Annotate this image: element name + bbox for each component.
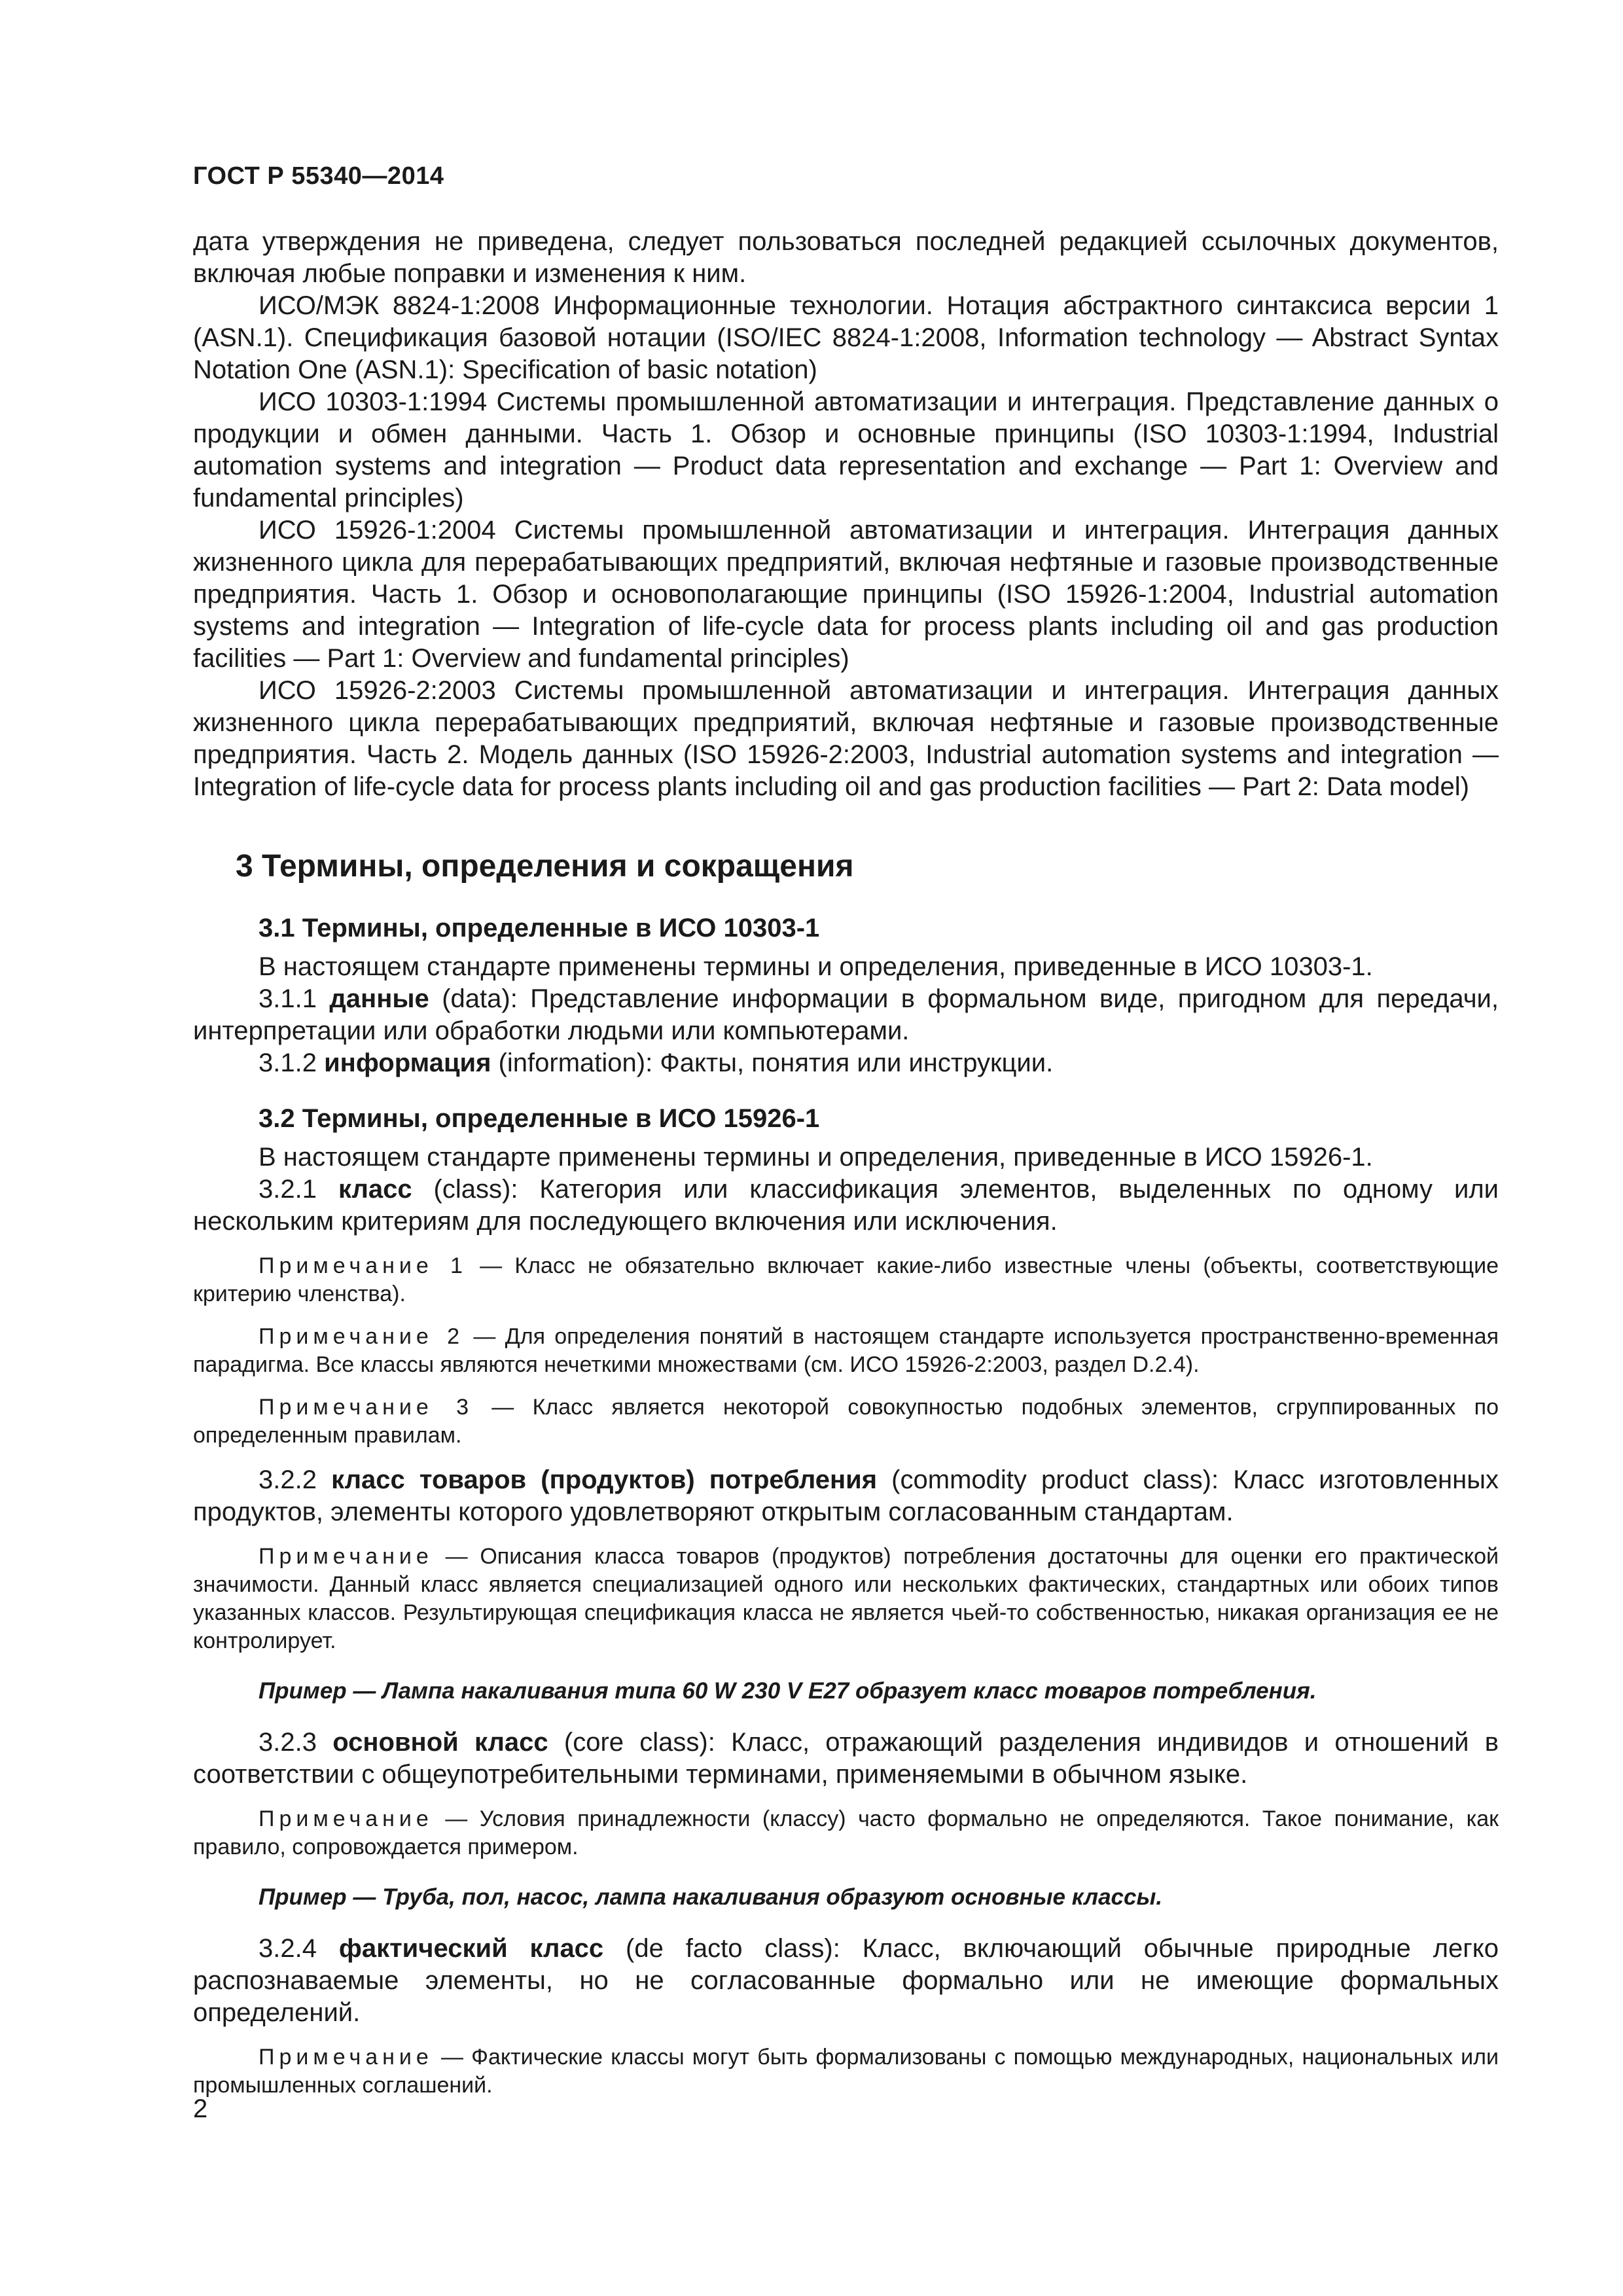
note-3-2-4 [193, 2043, 1499, 2100]
definition-3-2-3 [193, 1727, 1499, 1791]
note-label: Примечание 1 [259, 1253, 467, 1278]
subsection-3-1-heading: 3.1 Термины, определенные в ИСО 10303-1 [259, 914, 820, 942]
subsection-3-2-intro: В настоящем стандарте применены термины и определения, приведенные в ИСО 15926-1. [259, 1143, 1373, 1172]
note-3-2-1-2 [193, 1323, 1499, 1379]
note-label: Примечание 2 [259, 1324, 465, 1349]
definition-term: класс товаров (продуктов) потребления [331, 1465, 878, 1494]
note-3-2-1-1 [193, 1252, 1499, 1308]
definition-term: информация [324, 1049, 491, 1077]
page-number: 2 [193, 2094, 208, 2123]
note-label: Примечание [259, 1806, 433, 1831]
note-3-2-1-3 [193, 1393, 1499, 1450]
definition-text: (data): Представление информации в формальном виде, пригодном для передачи, интерпретации или обработки людьми или компьютерами. [193, 984, 1499, 1045]
definition-3-1-1 [193, 983, 1499, 1047]
definition-term: класс [338, 1175, 412, 1204]
section-3-heading: 3 Термины, определения и сокращения [236, 849, 854, 884]
reference-iso-15926-1: ИСО 15926-1:2004 Системы промышленной автоматизации и интеграция. Интеграция данных жизненного цикла для перерабатывающих предприятий, включая нефтяные и газовые производственные предприятия. Часть 1. Обзор и основополагающие принципы (ISO 15926-1:2004, Industrial automation systems and integration — Integration of life-cycle data for process plants including oil and gas production facilities — Part 1: Overview and fundamental principles) [193, 516, 1499, 673]
definition-3-2-2 [193, 1464, 1499, 1528]
note-3-2-3 [193, 1805, 1499, 1861]
definition-term: данные [329, 984, 429, 1013]
definition-text: (class): Категория или классификация элементов, выделенных по одному или нескольким критериям для последующего включения или исключения. [193, 1175, 1499, 1236]
note-label: Примечание [259, 1544, 433, 1569]
definition-text: (core class): Класс, отражающий разделения индивидов и отношений в соответствии с общеупотребительными терминами, применяемыми в обычном языке. [193, 1728, 1499, 1789]
note-text: — Для определения понятий в настоящем стандарте используется пространственно-временная парадигма. Все классы являются нечеткими множествами (см. ИСО 15926-2:2003, раздел D.2.4). [193, 1324, 1499, 1377]
definition-number: 3.2.3 [259, 1728, 333, 1757]
note-3-2-2 [193, 1543, 1499, 1655]
note-text: — Условия принадлежности (классу) часто формально не определяются. Такое понимание, как правило, сопровождается примером. [193, 1806, 1499, 1859]
reference-iso-8824: ИСО/МЭК 8824-1:2008 Информационные технологии. Нотация абстрактного синтаксиса версии 1 (ASN.1). Спецификация базовой нотации (ISO/IEC 8824-1:2008, Information technology — Abstract Syntax Notation One (ASN.1): Specification of basic notation) [193, 291, 1499, 384]
note-text: — Фактические классы могут быть формализованы с помощью международных, национальных или промышленных соглашений. [193, 2045, 1499, 2098]
definition-3-2-4 [193, 1933, 1499, 2029]
document-header: ГОСТ Р 55340—2014 [193, 162, 444, 190]
reference-continuation: дата утверждения не приведена, следует пользоваться последней редакцией ссылочных документов, включая любые поправки и изменения к ним. [193, 227, 1499, 288]
note-text: — Класс является некоторой совокупностью подобных элементов, сгруппированных по определенным правилам. [193, 1395, 1499, 1448]
definition-text: (commodity product class): Класс изготовленных продуктов, элементы которого удовлетворяют открытым согласованным стандартам. [193, 1465, 1499, 1526]
example-3-2-3: Пример — Труба, пол, насос, лампа накаливания образуют основные классы. [259, 1884, 1163, 1910]
definition-number: 3.1.2 [259, 1049, 325, 1077]
definition-number: 3.1.1 [259, 984, 330, 1013]
note-label: Примечание [259, 2045, 433, 2070]
definition-number: 3.2.2 [259, 1465, 332, 1494]
example-3-2-2: Пример — Лампа накаливания типа 60 W 230 V E27 образует класс товаров потребления. [259, 1678, 1317, 1704]
subsection-3-1-intro: В настоящем стандарте применены термины и определения, приведенные в ИСО 10303-1. [259, 952, 1373, 981]
reference-iso-10303: ИСО 10303-1:1994 Системы промышленной автоматизации и интеграция. Представление данных о продукции и обмен данными. Часть 1. Обзор и основные принципы (ISO 10303-1:1994, Industrial automation systems and integration — Product data representation and exchange — Part 1: Overview and fundamental principles) [193, 387, 1499, 512]
reference-iso-15926-2: ИСО 15926-2:2003 Системы промышленной автоматизации и интеграция. Интеграция данных жизненного цикла перерабатывающих предприятий, включая нефтяные и газовые производственные предприятия. Часть 2. Модель данных (ISO 15926-2:2003, Industrial automation systems and integration — Integration of life-cycle data for process plants including oil and gas production facilities — Part 2: Data model) [193, 676, 1499, 801]
definition-text: (information): Факты, понятия или инструкции. [491, 1049, 1054, 1077]
note-text: — Класс не обязательно включает какие-либо известные члены (объекты, соответствующие критерию членства). [193, 1253, 1499, 1306]
definition-term: фактический класс [338, 1934, 604, 1963]
document-body [193, 226, 1499, 2100]
definition-3-2-1 [193, 1174, 1499, 1238]
note-text: — Описания класса товаров (продуктов) потребления достаточны для оценки его практической значимости. Данный класс является специализацией одного или нескольких фактических, стандартных или обоих типов указанных классов. Результирующая спецификация класса не является чьей-то собственностью, никакая организация ее не контролирует. [193, 1544, 1499, 1653]
definition-term: основной класс [332, 1728, 548, 1757]
definition-3-1-2 [193, 1047, 1499, 1079]
definition-text: (de facto class): Класс, включающий обычные природные легко распознаваемые элементы, но не согласованные формально или не имеющие формальных определений. [193, 1934, 1499, 2027]
definition-number: 3.2.4 [259, 1934, 339, 1963]
note-label: Примечание 3 [259, 1395, 473, 1420]
definition-number: 3.2.1 [259, 1175, 338, 1204]
subsection-3-2-heading: 3.2 Термины, определенные в ИСО 15926-1 [259, 1104, 820, 1133]
